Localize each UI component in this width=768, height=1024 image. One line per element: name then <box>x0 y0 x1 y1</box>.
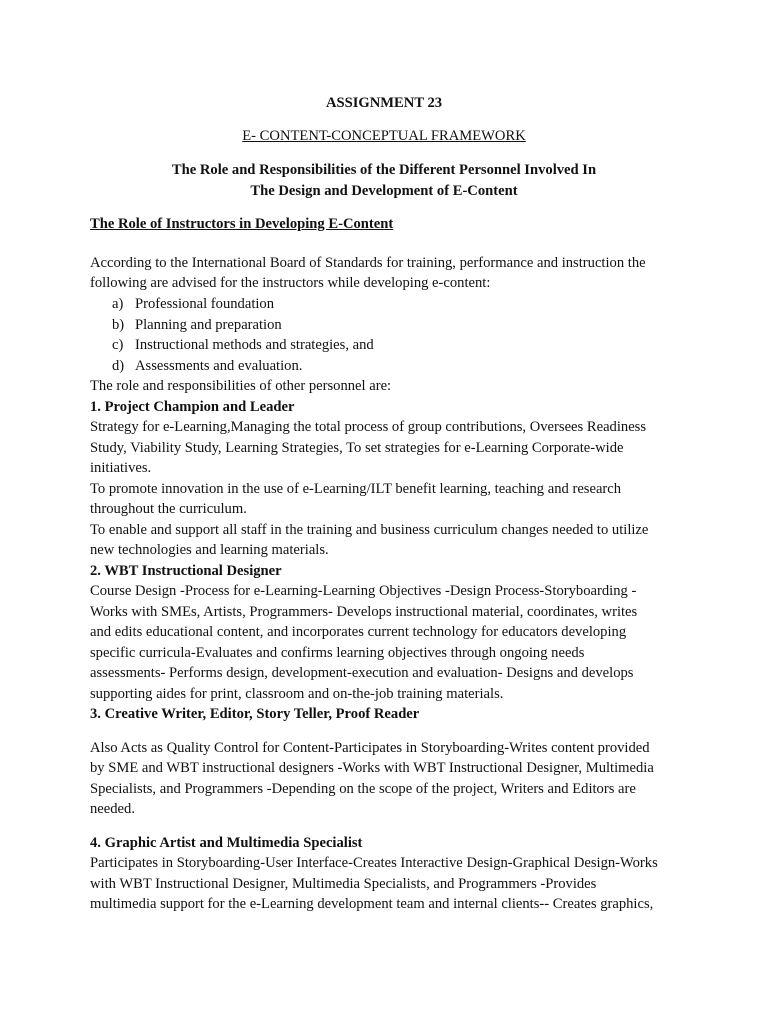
section-heading: The Role of Instructors in Developing E-Content <box>90 216 394 232</box>
body-line: specific curricula-Evaluates and confirms learning objectives through ongoing needs <box>90 645 585 661</box>
main-title-line-2: The Design and Development of E-Content <box>250 183 518 199</box>
list-item: Planning and preparation <box>135 317 282 333</box>
body-line: Works with SMEs, Artists, Programmers- Develops instructional material, coordinates, writes <box>90 604 638 620</box>
body-line: by SME and WBT instructional designers -Works with WBT Instructional Designer, Multimedia <box>90 760 654 776</box>
intro-line: following are advised for the instructors while developing e-content: <box>90 275 491 291</box>
body-line: assessments- Performs design, development-execution and evaluation- Designs and develops <box>90 665 634 681</box>
body-line: needed. <box>90 801 135 817</box>
list-marker: c) <box>112 337 124 353</box>
body-line: To promote innovation in the use of e-Learning/ILT benefit learning, teaching and research <box>90 481 622 497</box>
role-heading: 1. Project Champion and Leader <box>90 399 295 415</box>
list-marker: a) <box>112 296 124 312</box>
body-line: Participates in Storyboarding-User Interface-Creates Interactive Design-Graphical Design-Works <box>90 855 658 871</box>
list-item: Assessments and evaluation. <box>135 358 303 374</box>
body-line: To enable and support all staff in the training and business curriculum changes needed to utilize <box>90 522 649 538</box>
list-marker: b) <box>112 317 125 333</box>
list-item: Instructional methods and strategies, and <box>135 337 374 353</box>
body-line: Study, Viability Study, Learning Strategies, To set strategies for e-Learning Corporate-wide <box>90 440 624 456</box>
body-line: multimedia support for the e-Learning development team and internal clients-- Creates graphics, <box>90 896 654 912</box>
assignment-title: ASSIGNMENT 23 <box>325 95 443 111</box>
list-marker: d) <box>112 358 125 374</box>
body-line: Course Design -Process for e-Learning-Learning Objectives -Design Process-Storyboarding - <box>90 583 637 599</box>
body-line: Also Acts as Quality Control for Content-Participates in Storyboarding-Writes content provided <box>90 740 650 756</box>
body-line: new technologies and learning materials. <box>90 542 329 558</box>
body-line: and edits educational content, and incorporates current technology for educators developing <box>90 624 627 640</box>
main-title-line-1: The Role and Responsibilities of the Different Personnel Involved In <box>171 162 597 178</box>
body-line: Strategy for e-Learning,Managing the total process of group contributions, Oversees Readiness <box>90 419 647 435</box>
framework-title: E- CONTENT-CONCEPTUAL FRAMEWORK <box>242 128 526 144</box>
role-heading: 3. Creative Writer, Editor, Story Teller, Proof Reader <box>90 706 420 722</box>
others-intro: The role and responsibilities of other personnel are: <box>90 378 392 394</box>
intro-line: According to the International Board of Standards for training, performance and instruction the <box>90 255 646 271</box>
list-item: Professional foundation <box>135 296 275 312</box>
role-heading: 2. WBT Instructional Designer <box>90 563 282 579</box>
body-line: supporting aides for print, classroom and on-the-job training materials. <box>90 686 504 702</box>
body-line: initiatives. <box>90 460 152 476</box>
body-line: with WBT Instructional Designer, Multimedia Specialists, and Programmers -Provides <box>90 876 597 892</box>
body-line: throughout the curriculum. <box>90 501 247 517</box>
body-line: Specialists, and Programmers -Depending on the scope of the project, Writers and Editors are <box>90 781 636 797</box>
role-heading: 4. Graphic Artist and Multimedia Specialist <box>90 835 363 851</box>
